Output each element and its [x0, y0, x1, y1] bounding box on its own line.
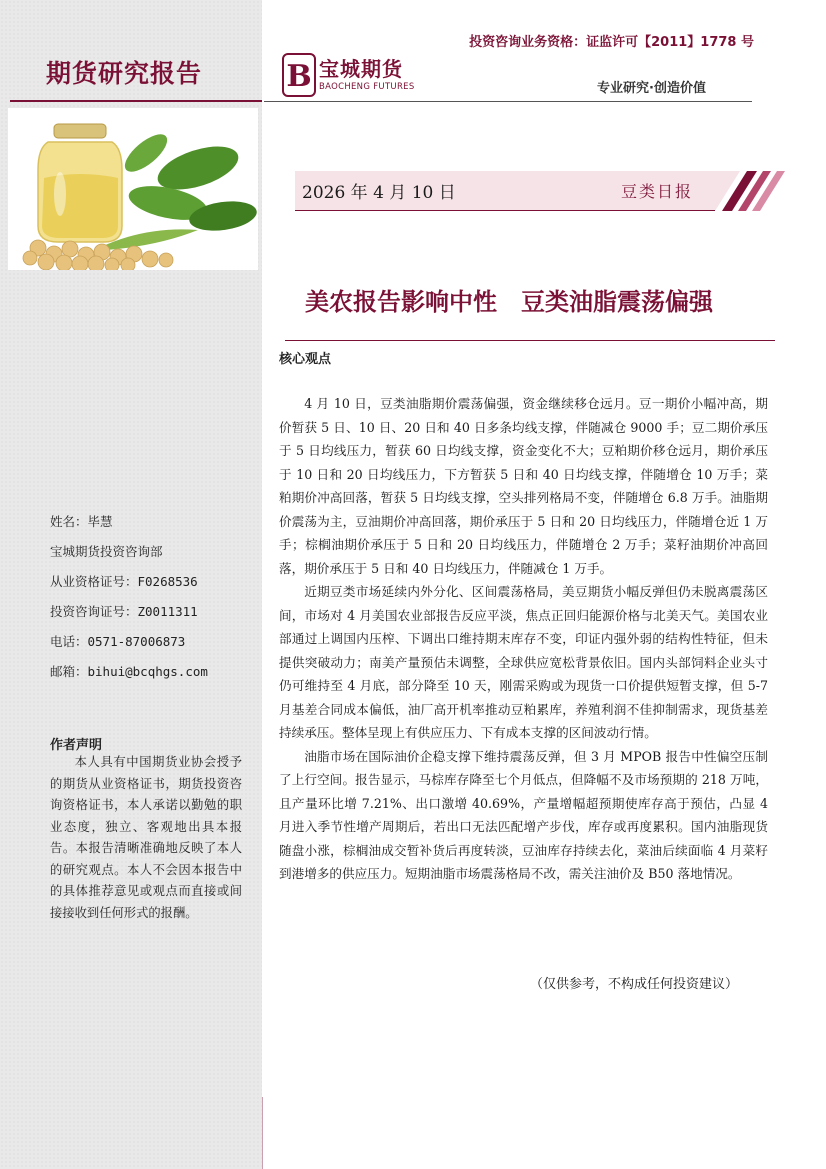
qualification-text: 投资咨询业务资格：证监许可【2011】1778 号: [469, 35, 754, 50]
logo-name: 宝城期货: [319, 57, 403, 81]
report-date: 2026 年 4 月 10 日: [302, 183, 456, 203]
declaration-title: 作者声明: [50, 738, 103, 753]
headline-divider: [285, 340, 775, 341]
body-paragraph: 4 月 10 日，豆类油脂期价震荡偏强，资金继续移仓远月。豆一期价小幅冲高，期价暂获 5 日、10 日、20 日和 40 日多条均线支撑，伴随减仓 9000 手；豆二期价承压于 5 日均线压力，暂获 60 日均线支撑，资金变化不大；豆粕期价移仓远月，期价承压于 10 日和 20 日均线压力，下方暂获 5 日和 40 日均线支撑，伴随增仓 10 万手；菜粕期价冲高回落，暂获 5 日均线支撑，空头排列格局不变，伴随增仓 6.8 万手。油脂期价震荡为主，豆油期价冲高回落，期价承压于 5 日和 20 日均线压力，伴随增仓近 1 万手；棕榈油期价承压于 5 日和 20 日均线压力，伴随增仓 2 万手；菜籽油期价冲高回落，期价承压于 5 日和 40 日均线压力，伴随减仓 1 万手。: [279, 396, 768, 576]
core-view-title: 核心观点: [279, 352, 332, 367]
analyst-department: 宝城期货投资咨询部: [50, 544, 163, 559]
company-logo: [282, 53, 432, 99]
body-paragraph: 近期豆类市场延续内外分化、区间震荡格局，美豆期货小幅反弹但仍未脱离震荡区间，市场对 4 月美国农业部报告反应平淡，焦点正回归能源价格与北美天气。美国农业部通过上调国内压榨、下调出口维持期末库存不变，印证内强外弱的结构性特征，但未提供突破动力；南美产量预估未调整，全球供应宽松背景依旧。国内头部饲料企业头寸仍可维持至 4 月底，部分降至 10 天，刚需采购或为现货一口价提供短暂支撑，但 5-7 月基差合同成本偏低，油厂高开机率推动豆粕累库，养殖利润不佳抑制需求，现货基差持续承压。整体呈现上有供应压力、下有成本支撑的区间波动行情。: [279, 584, 768, 740]
consulting-license: 投资咨询证号：Z0011311: [50, 604, 198, 619]
analyst-email[interactable]: 邮箱：bihui@bcqhgs.com: [50, 664, 208, 679]
soybean-oil-illustration: [8, 108, 258, 270]
sidebar-divider: [10, 100, 262, 102]
logo-english-name: BAOCHENG FUTURES: [319, 82, 415, 92]
svg-text:B: B: [286, 59, 312, 94]
soybean-oil-photo: [8, 108, 258, 270]
body-paragraph: 油脂市场在国际油价企稳支撑下维持震荡反弹，但 3 月 MPOB 报告中性偏空压制了上行空间。报告显示，马棕库存降至七个月低点，但降幅不及市场预期的 218 万吨，且产量环比增 7.21%、出口激增 40.69%，产量增幅超预期使库存高于预估，凸显 4 月进入季节性增产周期后，若出口无法匹配增产步伐，库存或再度累积。国内油脂现货随盘小涨，棕榈油成交暂补货后再度转淡，豆油库存持续去化，菜油后续面临 4 月菜籽到港增多的供应压力。短期油脂市场震荡格局不改，需关注油价及 B50 落地情况。: [279, 748, 768, 881]
report-headline: 美农报告影响中性 豆类油脂震荡偏强: [305, 288, 713, 316]
logo-mark-icon: [282, 53, 316, 97]
practice-license: 从业资格证号：F0268536: [50, 574, 198, 589]
report-body: [279, 392, 768, 886]
investment-disclaimer: （仅供参考，不构成任何投资建议）: [529, 977, 738, 992]
report-type-title: 期货研究报告: [46, 59, 203, 88]
declaration-text: 本人具有中国期货业协会授予的期货从业资格证书，期货投资咨询资格证书，本人承诺以勤勉的职业态度，独立、客观地出具本报告。本报告清晰准确地反映了本人的研究观点。本人不会因本报告中的具体推荐意见或观点而直接或间接接收到任何形式的报酬。: [50, 755, 242, 920]
date-banner: [295, 171, 785, 211]
header-divider: [264, 101, 752, 102]
report-category: 豆类日报: [620, 182, 693, 201]
analyst-phone: 电话：0571-87006873: [50, 634, 186, 649]
sidebar-edge-line: [262, 1097, 263, 1169]
sidebar: [0, 0, 262, 1169]
analyst-contact: [50, 510, 208, 690]
analyst-name: 姓名：毕慧: [50, 514, 113, 529]
company-slogan: 专业研究·创造价值: [597, 81, 706, 96]
